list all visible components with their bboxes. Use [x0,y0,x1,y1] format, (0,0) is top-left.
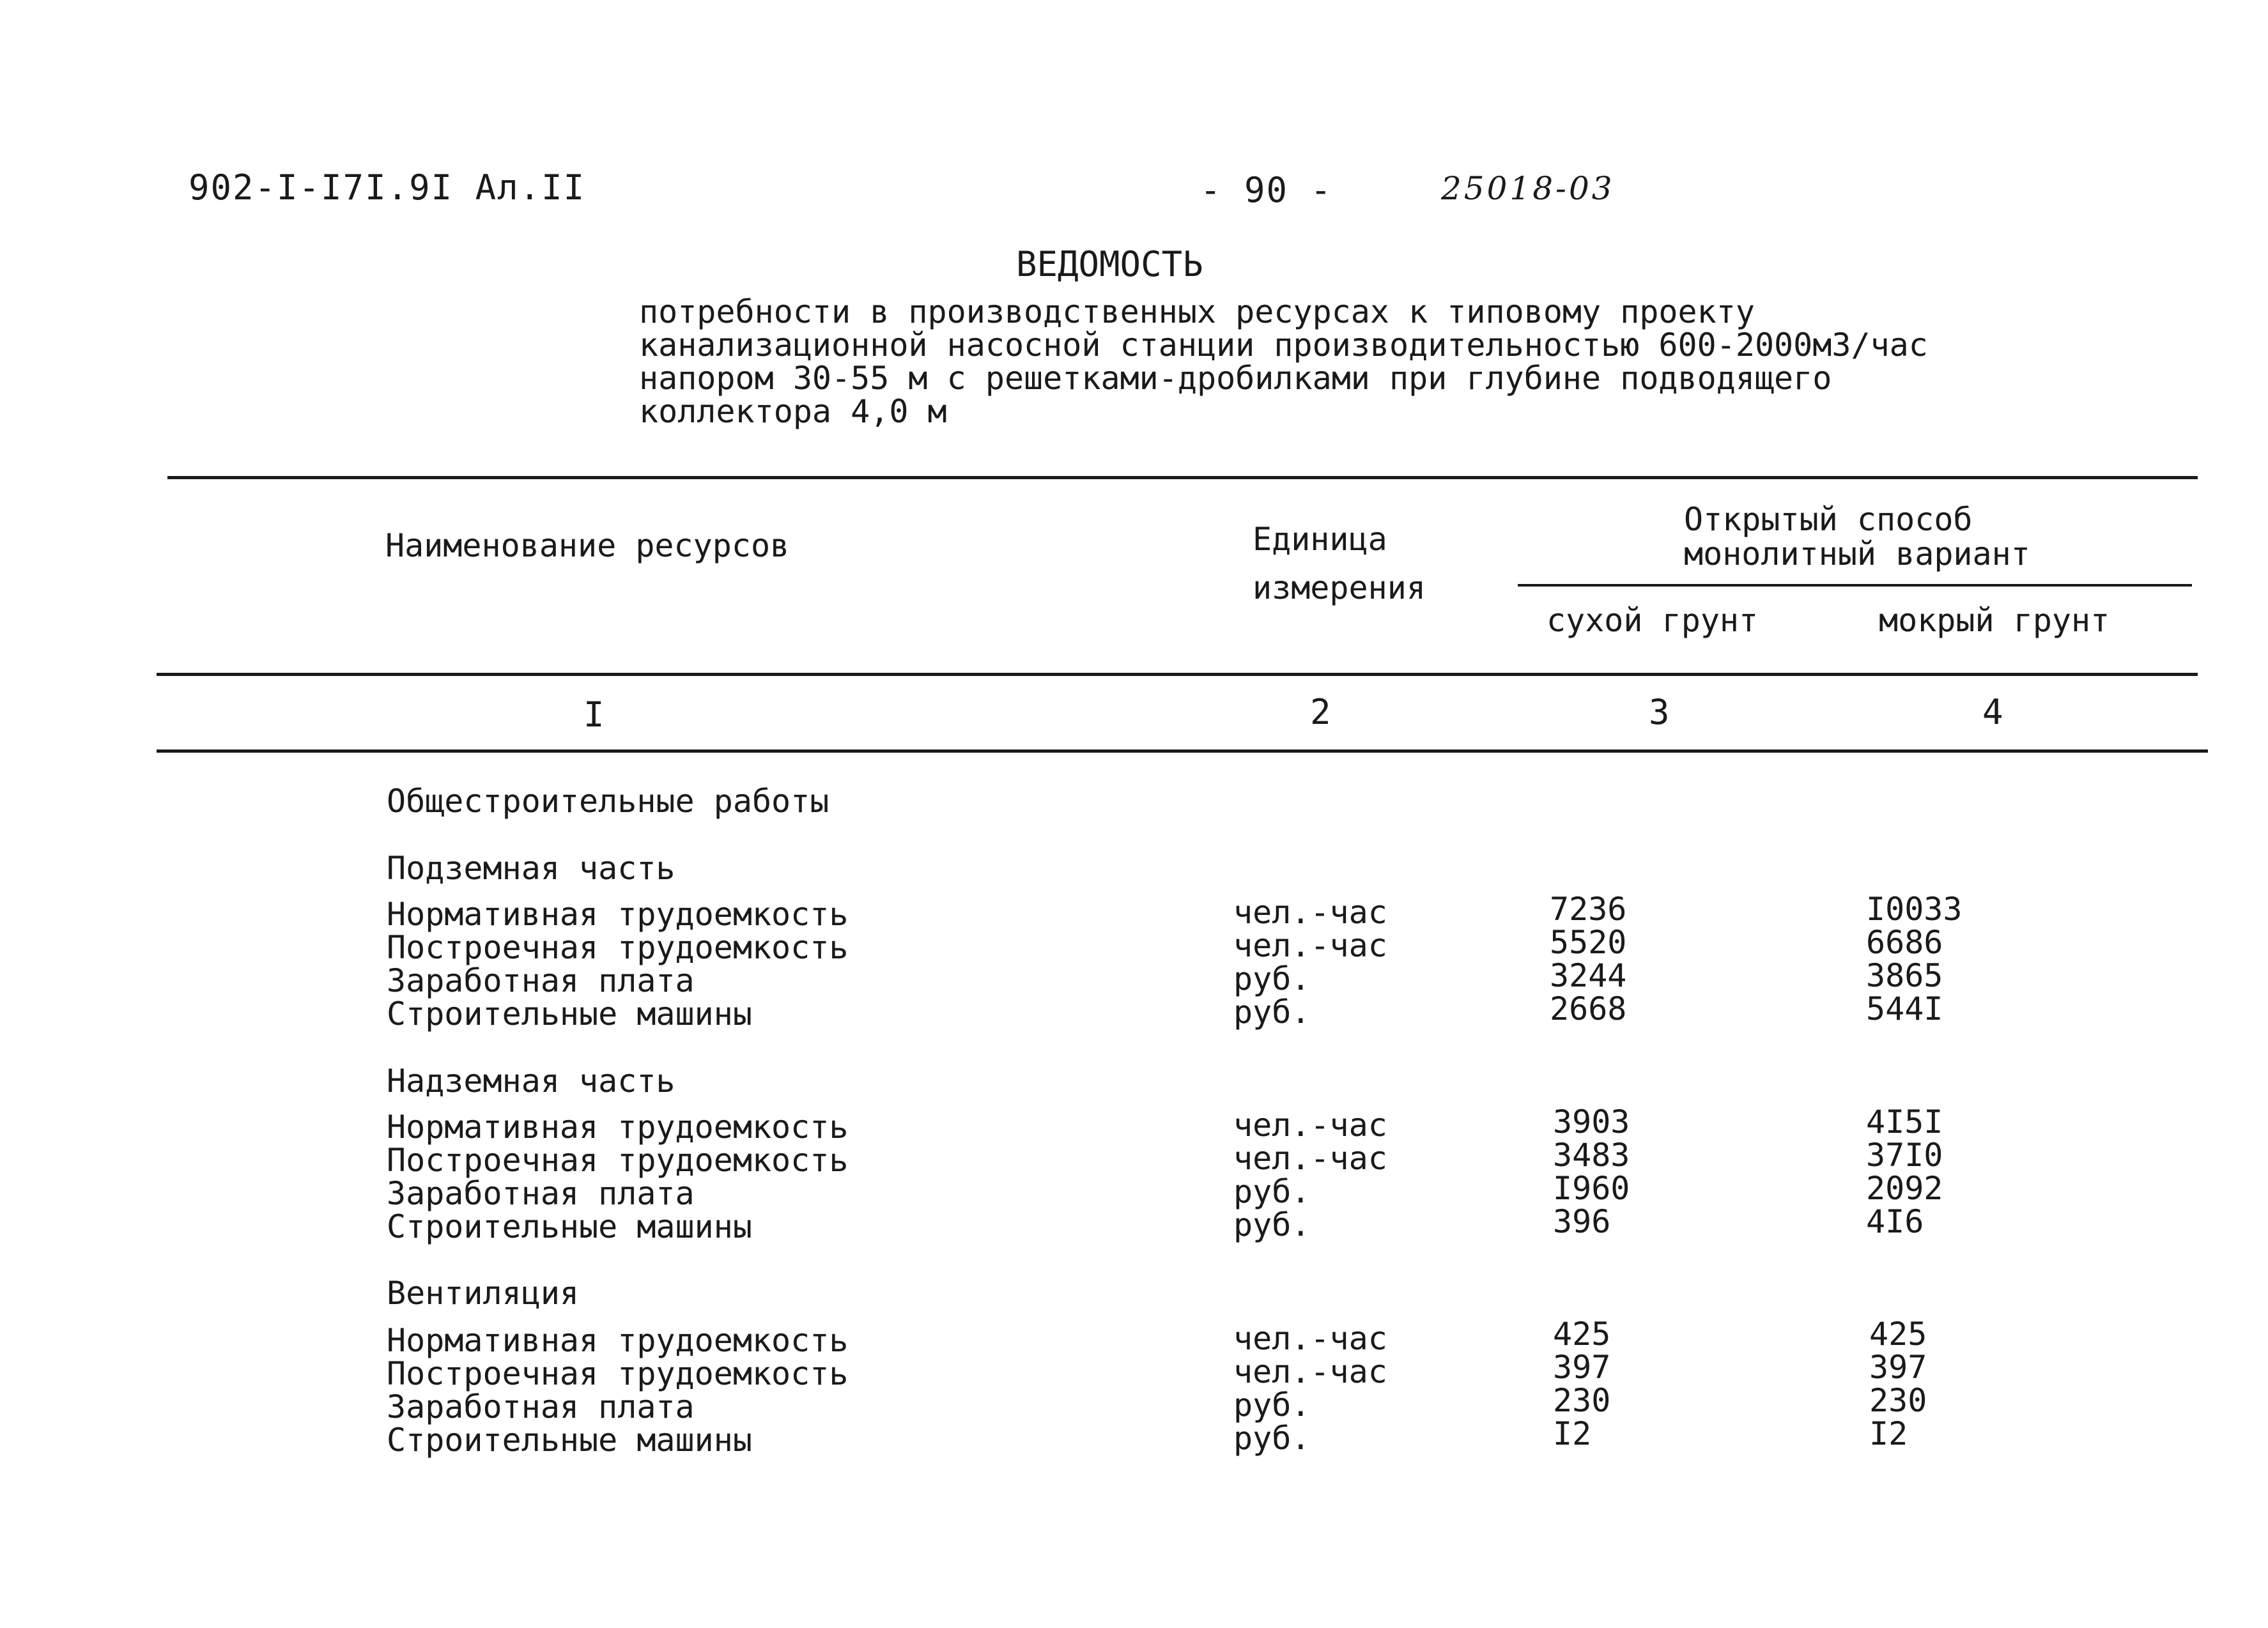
group-title: Надземная часть [387,1063,675,1100]
row-dry-value: 396 [1553,1203,1611,1240]
subtitle-line: потребности в производственных ресурсах к типовому проекту [639,293,1755,330]
group-title: Вентиляция [387,1275,580,1312]
row-name: Заработная плата [387,1175,695,1212]
row-wet-value: 4I5I [1866,1103,1943,1140]
row-unit: чел.-час [1233,927,1387,964]
column-number-3: 3 [1649,692,1670,732]
column-number-4: 4 [1982,692,2003,732]
column-header-name: Наименование ресурсов [385,527,790,564]
row-dry-value: 3903 [1553,1103,1630,1140]
group-names [387,898,848,1031]
row-wet-value: 544I [1866,990,1943,1027]
group-units [1233,896,1387,1029]
row-wet-value: 4I6 [1866,1203,1924,1240]
document-title: ВЕДОМОСТЬ [1016,244,1203,284]
row-dry-value: I960 [1553,1170,1630,1207]
group-units [1233,1322,1387,1455]
row-name: Построечная трудоемкость [387,1355,849,1392]
column-header-unit-line2: измерения [1253,569,1426,606]
group-wet-values [1866,1105,1943,1238]
row-wet-value: 37I0 [1866,1137,1943,1174]
row-wet-value: 3865 [1866,957,1943,994]
row-dry-value: 5520 [1550,924,1627,961]
row-unit: руб. [1233,960,1311,997]
row-unit: руб. [1233,1386,1311,1424]
group-wet-values [1866,893,1963,1025]
row-wet-value: I0033 [1866,891,1963,928]
document-subtitle [639,295,1928,428]
section-title: Общестроительные работы [387,783,829,820]
row-unit: руб. [1233,1420,1311,1457]
row-dry-value: 7236 [1550,891,1627,928]
row-dry-value: 3483 [1553,1137,1630,1174]
row-wet-value: 425 [1869,1316,1927,1353]
row-name: Нормативная трудоемкость [387,1322,849,1359]
row-unit: руб. [1233,1173,1311,1210]
column-header-unit-line1: Единица [1253,521,1387,558]
row-wet-value: I2 [1869,1415,1908,1452]
group-title: Подземная часть [387,850,675,887]
table-top-rule [167,476,2198,479]
row-wet-value: 397 [1869,1349,1927,1386]
row-unit: чел.-час [1233,1107,1387,1144]
row-name: Строительные машины [387,1422,752,1459]
row-wet-value: 6686 [1866,924,1943,961]
row-unit: чел.-час [1233,1353,1387,1390]
row-unit: руб. [1233,994,1311,1031]
document-code: 902-I-I7I.9I Ал.II [189,167,586,208]
column-header-wet: мокрый грунт [1879,602,2110,639]
handwritten-number: 25018-03 [1441,170,1615,207]
row-unit: руб. [1233,1206,1311,1243]
column-number-2: 2 [1310,692,1331,732]
group-wet-values [1869,1317,1927,1450]
page-number: - 90 - [1200,170,1333,210]
row-dry-value: 230 [1553,1382,1611,1419]
group-names [387,1324,848,1457]
row-name: Нормативная трудоемкость [387,1109,849,1146]
row-name: Построечная трудоемкость [387,929,849,966]
subtitle-line: канализационной насосной станции производительностью 600-2000м3/час [639,326,1928,364]
group-dry-values [1553,1105,1630,1238]
group-units [1233,1109,1387,1241]
row-unit: чел.-час [1233,1320,1387,1357]
group-header-line2: монолитный вариант [1684,535,2030,572]
column-numbers-rule [157,749,2208,753]
subtitle-line: коллектора 4,0 м [639,393,947,430]
row-dry-value: 397 [1553,1349,1611,1386]
row-unit: чел.-час [1233,894,1387,931]
column-number-1: I [583,695,605,735]
row-dry-value: 425 [1553,1316,1611,1353]
column-header-group [1684,502,2030,571]
column-header-dry: сухой грунт [1547,602,1759,639]
row-name: Заработная плата [387,962,695,999]
row-wet-value: 2092 [1866,1170,1943,1207]
row-wet-value: 230 [1869,1382,1927,1419]
row-dry-value: 3244 [1550,957,1627,994]
subtitle-line: напором 30-55 м с решетками-дробилками при глубине подводящего [639,360,1832,397]
row-name: Заработная плата [387,1388,695,1425]
row-dry-value: 2668 [1550,990,1627,1027]
row-unit: чел.-час [1233,1140,1387,1177]
group-names [387,1110,848,1243]
header-group-rule [1518,584,2192,587]
group-dry-values [1553,1317,1610,1450]
header-bottom-rule [157,673,2198,676]
row-name: Нормативная трудоемкость [387,896,849,933]
group-dry-values [1550,893,1626,1025]
row-dry-value: I2 [1553,1415,1592,1452]
row-name: Строительные машины [387,995,752,1033]
row-name: Строительные машины [387,1208,752,1245]
group-header-line1: Открытый способ [1684,501,1973,538]
row-name: Построечная трудоемкость [387,1142,849,1179]
